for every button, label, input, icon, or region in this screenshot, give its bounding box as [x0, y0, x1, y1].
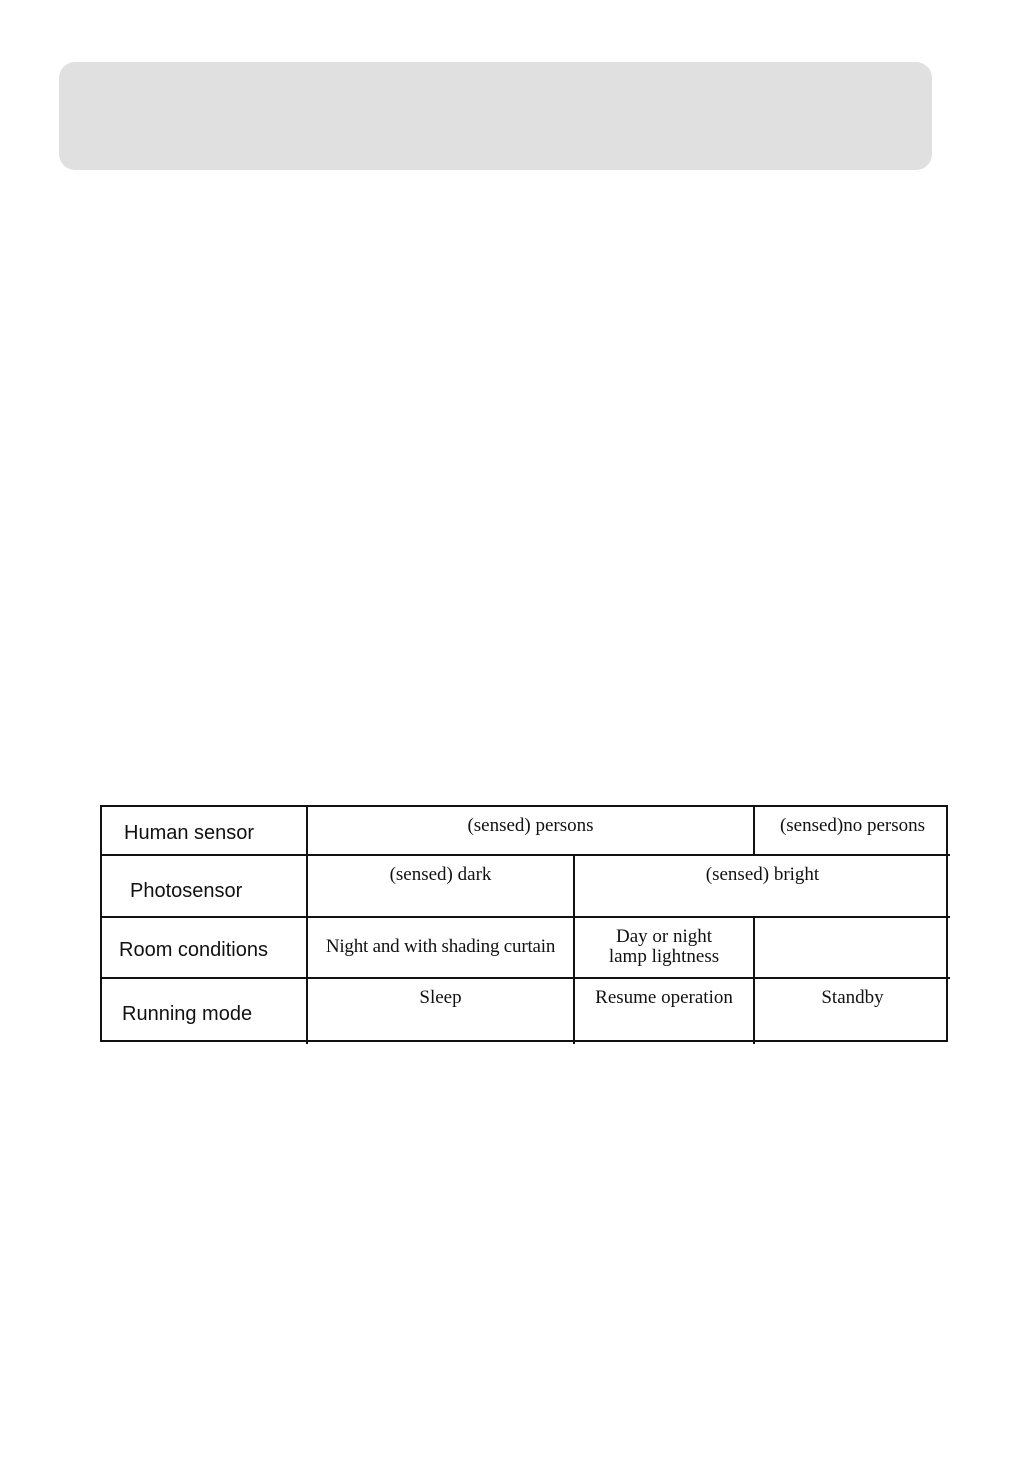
cell-sensed-persons: (sensed) persons — [308, 807, 755, 856]
row-label-human-sensor: Human sensor — [102, 807, 308, 856]
sensor-mode-table — [100, 805, 948, 1042]
cell-day-or-night-line1: Day or night — [615, 925, 713, 947]
cell-sensed-no-persons: (sensed)no persons — [755, 807, 950, 856]
cell-standby: Standby — [821, 987, 884, 1008]
cell-room-empty — [755, 918, 950, 979]
cell-day-or-night-line2: lamp lightness — [608, 945, 720, 967]
cell-sensed-dark: (sensed) dark — [308, 856, 575, 918]
row-label-running-mode: Running mode — [102, 979, 308, 1044]
cell-sleep: Sleep — [308, 979, 575, 1044]
cell-sensed-bright: (sensed) bright — [575, 856, 950, 918]
cell-resume-operation: Resume operation — [575, 979, 755, 1044]
header-band — [59, 62, 932, 170]
cell-night-shading-curtain: Night and with shading curtain — [308, 918, 575, 979]
cell-day-or-night-lamp — [575, 918, 755, 979]
row-label-room-conditions: Room conditions — [102, 918, 308, 979]
row-label-photosensor: Photosensor — [102, 856, 308, 918]
